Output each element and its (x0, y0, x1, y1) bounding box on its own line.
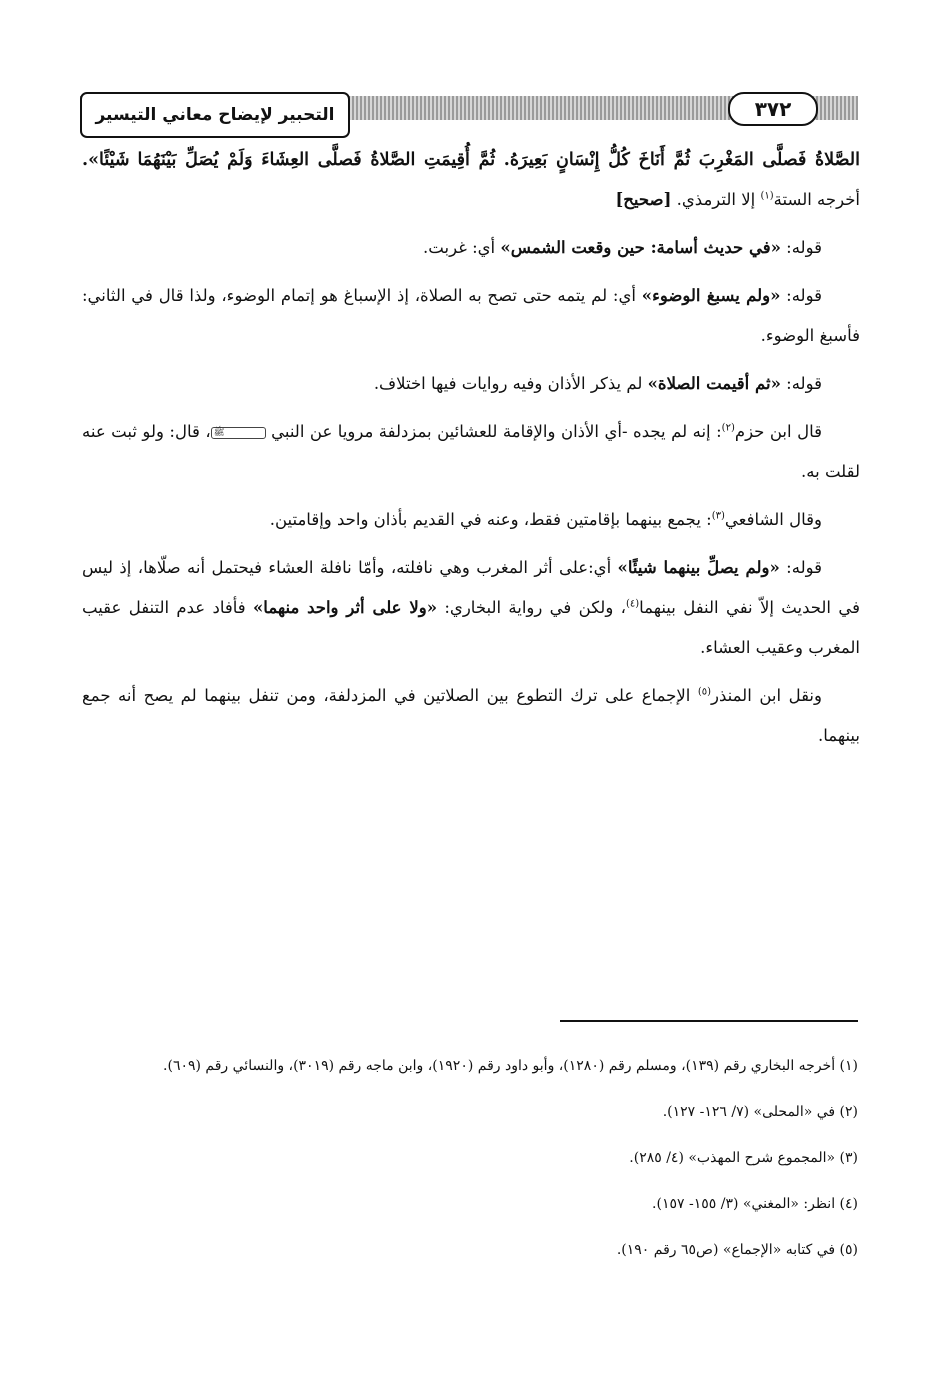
takhrij-text-after: إلا الترمذي. (671, 190, 761, 209)
hadith-text-line2: شَيْئًا». (82, 150, 130, 170)
footnote-ref-1: (١) (760, 190, 774, 202)
hadith-text-line1: الصَّلاةُ فَصلَّى المَغْرِبَ ثُمَّ أَنَاخَ كُلُّ إِنْسَانٍ بَعِيرَهُ. ثُمَّ أُقِيمَتِ الصَّلاةُ فَصلَّى العِشَاءَ وَلَمْ يُصَلِّ بَيْنَهُمَا (137, 150, 860, 170)
quoted-phrase: «ولم يسبغ الوضوء» (641, 286, 781, 305)
explanation: أي:على أثر المغرب وهي نافلته، وأمّا نافلة العشاء فيحتمل أنه صلّاها، إذ ليس في الحديث إلاّ نفي النفل بينهما (82, 558, 860, 617)
explanation-end: فأفاد عدم التنفل عقيب المغرب وعقيب العشاء. (82, 598, 860, 657)
qawluh-prefix: قوله: (780, 374, 822, 393)
paragraph-hadith-ending (82, 140, 860, 220)
paragraph-ibn-hazm (82, 412, 860, 492)
qawluh-prefix: قوله: (780, 238, 822, 257)
footnote-ref-5: (٥) (697, 686, 712, 698)
running-header (80, 92, 858, 140)
explanation: أي: غربت. (423, 238, 501, 257)
quoted-phrase-bukhari: «ولا على أثر واحد منهما» (252, 598, 438, 617)
footnote-2: (٢) في «المحلى» (٧/ ١٢٦- ١٢٧). (662, 1104, 858, 1120)
explanation: : إنه لم يجده -أي الأذان والإقامة للعشائين بمزدلفة مرويا عن النبي (265, 422, 722, 441)
footnote-1: (١) أخرجه البخاري رقم (١٣٩)، ومسلم رقم (١٢٨٠)، وأبو داود رقم (١٩٢٠)، وابن ماجه رقم (٣٠١٩)، والنسائي رقم (٦٠٩). (163, 1058, 858, 1074)
takhrij-text: أخرجه الستة (773, 190, 860, 209)
footnote-ref-4: (٤) (625, 598, 640, 610)
paragraph-no-prayer-between (82, 548, 860, 668)
footnote-5: (٥) في كتابه «الإجماع» (ص٦٥ رقم ١٩٠). (616, 1242, 858, 1258)
attribution: وقال الشافعي (724, 510, 822, 529)
explanation-cont: ، ولكن في رواية البخاري: (437, 598, 626, 617)
qawluh-prefix: قوله: (779, 558, 823, 577)
footnotes (82, 1055, 858, 1285)
quoted-phrase: «ثم أقيمت الصلاة» (647, 374, 781, 393)
paragraph-iqama (82, 364, 860, 404)
paragraph-wudu (82, 276, 860, 356)
explanation: أي: لم يتمه حتى تصح به الصلاة، إذ الإسباغ هو إتمام الوضوء، ولذا قال في الثاني: فأسبغ الوضوء. (82, 286, 860, 345)
footnote-separator (560, 1020, 858, 1022)
explanation: الإجماع على ترك التطوع بين الصلاتين في المزدلفة، ومن تنفل بينهما لم يصح أنه جمع بينهما. (82, 686, 860, 745)
salawat-glyph: ﷺ (211, 427, 266, 439)
explanation-cont: ، قال: ولو ثبت عنه لقلت به. (82, 422, 860, 481)
qawluh-prefix: قوله: (780, 286, 822, 305)
footnote-ref-2: (٢) (721, 422, 735, 434)
explanation: لم يذكر الأذان وفيه روايات فيها اختلاف. (373, 374, 648, 393)
quoted-phrase: «ولم يصلِّ بينهما شيئًا» (617, 558, 780, 577)
book-title: التحبير لإيضاح معاني التيسير (80, 92, 350, 138)
footnote-4: (٤) انظر: «المغني» (٣/ ١٥٥- ١٥٧). (652, 1196, 858, 1212)
main-text (82, 140, 860, 764)
paragraph-shafii (82, 500, 860, 540)
page-number: ٣٧٢ (728, 92, 818, 126)
paragraph-usama-sunset (82, 228, 860, 268)
footnote-ref-3: (٣) (711, 510, 725, 522)
attribution: قال ابن حزم (734, 422, 822, 441)
quoted-phrase: «في حديث أسامة: حين وقعت الشمس» (500, 238, 781, 257)
explanation: : يجمع بينهما بإقامتين فقط، وعنه في القديم بأذان واحد وإقامتين. (269, 510, 712, 529)
footnote-3: (٣) «المجموع شرح المهذب» (٤/ ٢٨٥). (629, 1150, 858, 1166)
grading-verdict: [صحيح] (615, 190, 672, 209)
attribution: ونقل ابن المنذر (711, 686, 822, 705)
paragraph-ibn-mundhir (82, 676, 860, 756)
